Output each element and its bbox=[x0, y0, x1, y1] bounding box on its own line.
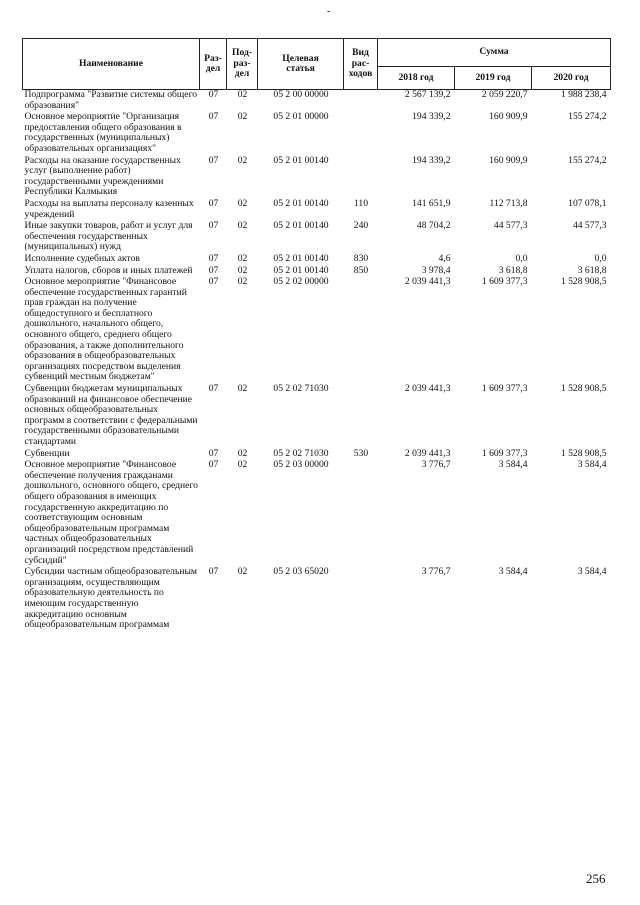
row-sum-2020: 0,0 bbox=[594, 252, 607, 264]
row-sum-2018: 2 039 441,3 bbox=[404, 383, 451, 395]
row-name: Субвенции бюджетам муниципальных образований на финансовое обеспечение основных общеобразовательных программ в соответствии с федеральными государственными образовательными стандартами bbox=[24, 383, 198, 447]
header-expense-kind: Вид рас- ходов bbox=[344, 39, 378, 90]
row-subsection: 02 bbox=[237, 264, 248, 276]
row-name: Исполнение судебных актов bbox=[24, 252, 140, 264]
row-section: 07 bbox=[208, 111, 219, 123]
row-subsection: 02 bbox=[237, 252, 248, 264]
row-sum-2020: 107 078,1 bbox=[568, 197, 607, 209]
row-subsection: 02 bbox=[237, 447, 248, 459]
table-row bbox=[23, 155, 611, 198]
header-section: Раз- дел bbox=[200, 39, 227, 90]
row-section: 07 bbox=[208, 383, 219, 395]
row-name: Уплата налогов, сборов и иных платежей bbox=[24, 264, 193, 276]
row-section: 07 bbox=[208, 264, 219, 276]
table-row bbox=[23, 383, 611, 448]
header-name: Наименование bbox=[23, 39, 200, 90]
row-sum-2019: 0,0 bbox=[515, 252, 528, 264]
row-expense-kind bbox=[344, 566, 378, 631]
table-header bbox=[23, 39, 611, 90]
row-section: 07 bbox=[208, 276, 219, 288]
row-sum-2018: 4,6 bbox=[438, 252, 451, 264]
table-row bbox=[23, 111, 611, 154]
row-sum-2020: 1 988 238,4 bbox=[560, 89, 607, 100]
row-expense-kind bbox=[344, 276, 378, 383]
budget-table bbox=[22, 38, 611, 631]
row-target: 05 2 01 00140 bbox=[273, 264, 329, 276]
row-section: 07 bbox=[208, 447, 219, 459]
row-sum-2019: 2 059 220,7 bbox=[481, 89, 528, 100]
row-sum-2020: 1 528 908,5 bbox=[560, 447, 607, 459]
row-sum-2019: 3 584,4 bbox=[498, 566, 528, 578]
table-row bbox=[23, 265, 611, 277]
row-target: 05 2 01 00000 bbox=[273, 111, 329, 123]
page-number: 256 bbox=[586, 871, 606, 886]
row-target: 05 2 01 00140 bbox=[273, 252, 329, 264]
row-expense-kind: 110 bbox=[353, 197, 369, 209]
row-target: 05 2 01 00140 bbox=[273, 154, 329, 166]
row-section: 07 bbox=[208, 154, 219, 166]
row-target: 05 2 02 71030 bbox=[273, 383, 329, 395]
row-sum-2018: 48 704,2 bbox=[416, 220, 451, 232]
row-sum-2018: 3 776,7 bbox=[421, 459, 451, 471]
row-sum-2020: 3 584,4 bbox=[577, 459, 607, 471]
row-target: 05 2 01 00140 bbox=[273, 220, 329, 232]
row-name: Субвенции bbox=[24, 447, 70, 459]
row-sum-2018: 194 339,2 bbox=[412, 111, 451, 123]
table-row bbox=[23, 459, 611, 566]
table-row bbox=[23, 198, 611, 220]
row-sum-2018: 141 651,9 bbox=[412, 197, 451, 209]
row-subsection: 02 bbox=[237, 276, 248, 288]
row-name: Подпрограмма "Развитие системы общего образования" bbox=[24, 89, 198, 111]
row-name: Основное мероприятие "Финансовое обеспечение государственных гарантий прав граждан на получение общедоступного и бесплатного дошкольного, начального общего, основного общего, среднего общего образования, а также дополнительного образования в общеобразовательных организациях посредством выделения субвенций местным бюджетам" bbox=[24, 276, 187, 383]
row-name: Расходы на оказание государственных услуг (выполнение работ) государственными учреждениями Республики Калмыкия bbox=[24, 154, 181, 198]
table-row bbox=[23, 90, 611, 112]
row-sum-2019: 1 609 377,3 bbox=[481, 276, 528, 288]
table-row bbox=[23, 220, 611, 253]
row-expense-kind bbox=[344, 383, 378, 448]
row-sum-2020: 155 274,2 bbox=[568, 154, 607, 166]
row-target: 05 2 01 00140 bbox=[273, 197, 329, 209]
row-subsection: 02 bbox=[237, 111, 248, 123]
row-sum-2019: 112 713,8 bbox=[489, 197, 528, 209]
row-target: 05 2 02 71030 bbox=[273, 447, 329, 459]
row-target: 05 2 03 00000 bbox=[273, 459, 329, 471]
row-name: Основное мероприятие "Организация предоставления общего образования в государственных (муниципальных) образовательных организациях" bbox=[24, 111, 182, 154]
row-sum-2019: 1 609 377,3 bbox=[481, 447, 528, 459]
row-expense-kind bbox=[344, 155, 378, 198]
row-sum-2020: 3 584,4 bbox=[577, 566, 607, 578]
row-sum-2018: 3 978,4 bbox=[421, 264, 451, 276]
row-sum-2020: 3 618,8 bbox=[577, 264, 607, 276]
row-sum-2018: 2 567 139,2 bbox=[404, 89, 451, 100]
row-sum-2018: 194 339,2 bbox=[412, 154, 451, 166]
row-expense-kind: 830 bbox=[353, 252, 369, 264]
row-section: 07 bbox=[208, 566, 219, 578]
row-sum-2018: 3 776,7 bbox=[421, 566, 451, 578]
row-target: 05 2 03 65020 bbox=[273, 566, 329, 578]
table-body bbox=[23, 90, 611, 631]
row-sum-2018: 2 039 441,3 bbox=[404, 447, 451, 459]
row-sum-2019: 3 618,8 bbox=[498, 264, 528, 276]
row-subsection: 02 bbox=[237, 89, 248, 100]
table-row bbox=[23, 276, 611, 383]
row-section: 07 bbox=[208, 252, 219, 264]
header-target: Целевая статья bbox=[258, 39, 344, 90]
header-subsection: Под- раз- дел bbox=[227, 39, 258, 90]
row-sum-2019: 160 909,9 bbox=[489, 154, 528, 166]
row-target: 05 2 00 00000 bbox=[273, 89, 329, 100]
row-subsection: 02 bbox=[237, 566, 248, 578]
row-section: 07 bbox=[208, 197, 219, 209]
header-sum: Сумма bbox=[378, 39, 611, 67]
row-subsection: 02 bbox=[237, 197, 248, 209]
row-target: 05 2 02 00000 bbox=[273, 276, 329, 288]
row-sum-2019: 160 909,9 bbox=[489, 111, 528, 123]
row-sum-2019: 3 584,4 bbox=[498, 459, 528, 471]
row-section: 07 bbox=[208, 459, 219, 471]
row-expense-kind: 850 bbox=[353, 264, 369, 276]
row-sum-2019: 1 609 377,3 bbox=[481, 383, 528, 395]
row-sum-2020: 44 577,3 bbox=[572, 220, 607, 232]
row-expense-kind bbox=[344, 90, 378, 112]
row-name: Основное мероприятие "Финансовое обеспечение получения гражданами дошкольного, основного общего, среднего общего образования в имеющих государственную аккредитацию по соответствующим основным общеобразовательным программам частных общеобразовательных организаций посредством представлений субсидий" bbox=[24, 459, 198, 566]
header-year-2018: 2018 год bbox=[378, 67, 455, 90]
row-name: Расходы на выплаты персоналу казенных учреждений bbox=[24, 197, 194, 220]
header-year-2019: 2019 год bbox=[455, 67, 532, 90]
row-section: 07 bbox=[208, 220, 219, 232]
row-name: Иные закупки товаров, работ и услуг для обеспечения государственных (муниципальных) нужд bbox=[24, 220, 193, 253]
row-expense-kind bbox=[344, 459, 378, 566]
row-expense-kind bbox=[344, 111, 378, 154]
row-subsection: 02 bbox=[237, 220, 248, 232]
row-subsection: 02 bbox=[237, 459, 248, 471]
table-row bbox=[23, 253, 611, 265]
row-subsection: 02 bbox=[237, 154, 248, 166]
row-name: Субсидии частным общеобразовательным организациям, осуществляющим образовательную деятельность по имеющим государственную аккредитацию основным общеобразовательным программам bbox=[24, 566, 197, 631]
row-sum-2020: 155 274,2 bbox=[568, 111, 607, 123]
table-row bbox=[23, 448, 611, 460]
row-expense-kind: 530 bbox=[353, 447, 369, 459]
header-year-2020: 2020 год bbox=[532, 67, 611, 90]
row-section: 07 bbox=[208, 89, 219, 100]
row-sum-2018: 2 039 441,3 bbox=[404, 276, 451, 288]
row-sum-2019: 44 577,3 bbox=[493, 220, 528, 232]
table-row bbox=[23, 566, 611, 631]
top-dash-mark: - bbox=[327, 6, 331, 17]
row-sum-2020: 1 528 908,5 bbox=[560, 276, 607, 288]
row-expense-kind: 240 bbox=[353, 220, 369, 232]
row-sum-2020: 1 528 908,5 bbox=[560, 383, 607, 395]
row-subsection: 02 bbox=[237, 383, 248, 395]
